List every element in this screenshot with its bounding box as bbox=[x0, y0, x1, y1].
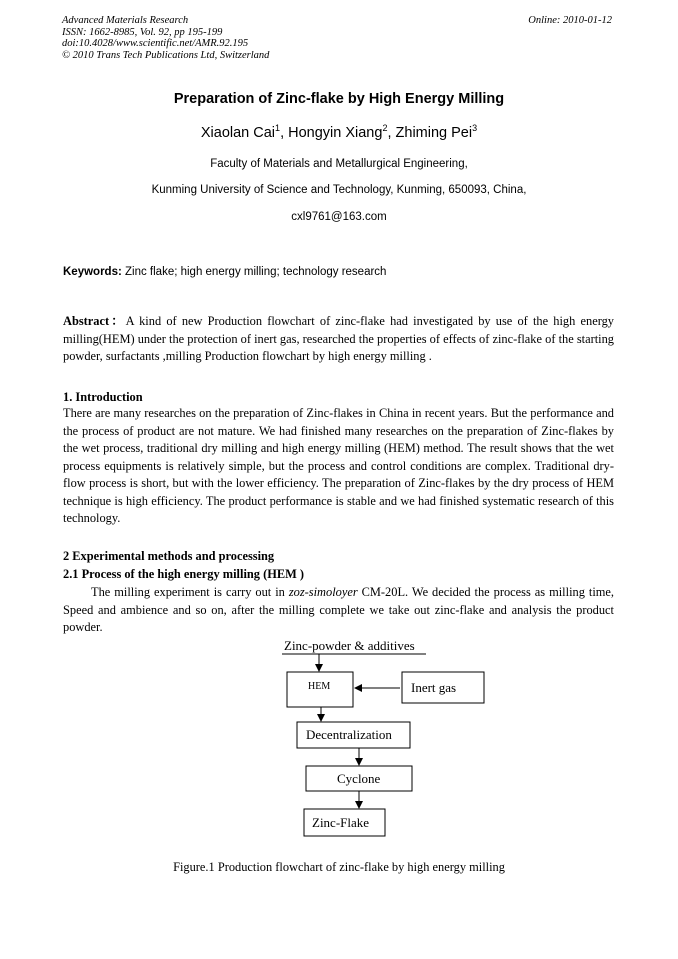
abstract-text: A kind of new Production flowchart of zinc-flake had investigated by use of the high energy milling(HEM) under the protection of inert gas, researched the properties of effects of zinc-flake of the starting powder, surfactants ,milling Production flowchart by high energy milling . bbox=[63, 314, 614, 363]
introduction-paragraph: There are many researches on the preparation of Zinc-flakes in China in recent years. But the performance and the process of product are not mature. We had finished many researches on the preparation of Zinc-flakes by the wet process, traditional dry milling and high energy milling (HEM) method. The result shows that the wet process equipments is relatively simple, but the process and control conditions are complex. Traditional dry-flow process is short, but with the lower efficiency. The preparation of Zinc-flakes by the dry process of HEM technique is high efficiency. The product performance is stable and we had finished systematic research of this technology. bbox=[63, 406, 614, 525]
affiliation-university: Kunming University of Science and Technology, Kunming, 650093, China, bbox=[151, 184, 527, 196]
figure-caption: Figure.1 Production flowchart of zinc-flake by high energy milling bbox=[173, 860, 505, 874]
author-email: cxl9761@163.com bbox=[291, 211, 387, 223]
flowchart-input-label: Zinc-powder & additives bbox=[284, 638, 415, 653]
inert-gas-label: Inert gas bbox=[411, 680, 457, 695]
online-date: Online: 2010-01-12 bbox=[528, 15, 612, 26]
subsection-heading-hem: 2.1 Process of the high energy milling (HEM ) bbox=[63, 567, 305, 581]
author-name: Xiaolan Cai bbox=[200, 125, 276, 141]
decentralization-label: Decentralization bbox=[306, 727, 392, 742]
author-affiliation-mark: 1 bbox=[275, 123, 281, 133]
hem-label: HEM bbox=[308, 681, 331, 692]
keywords-label: Keywords: bbox=[63, 266, 122, 278]
author-name: Hongyin Xiang bbox=[288, 125, 383, 141]
issn-line: ISSN: 1662-8985, Vol. 92, pp 195-199 bbox=[62, 26, 223, 38]
author-name: Zhiming Pei bbox=[395, 125, 473, 141]
section-heading-methods: 2 Experimental methods and processing bbox=[63, 549, 275, 563]
copyright-line: © 2010 Trans Tech Publications Ltd, Switzerland bbox=[62, 49, 270, 61]
zinc-flake-label: Zinc-Flake bbox=[312, 815, 370, 830]
abstract-label: Abstract： bbox=[63, 314, 126, 328]
author-affiliation-mark: 3 bbox=[472, 123, 478, 133]
methods-text: The milling experiment is carry out in bbox=[91, 585, 289, 599]
cyclone-label: Cyclone bbox=[337, 771, 381, 786]
author-list: Xiaolan Cai$^1$, Hongyin Xiang$^2$, Zhiming Pei$^3$ bbox=[200, 123, 478, 141]
affiliation-faculty: Faculty of Materials and Metallurgical Engineering, bbox=[210, 158, 468, 170]
author-affiliation-mark: 2 bbox=[382, 123, 388, 133]
keywords-text: Zinc flake; high energy milling; technology research bbox=[125, 266, 387, 278]
section-heading-introduction: 1. Introduction bbox=[63, 390, 143, 404]
journal-name: Advanced Materials Research bbox=[62, 15, 189, 26]
doi-line: doi:10.4028/www.scientific.net/AMR.92.195 bbox=[62, 38, 249, 49]
paper-title: Preparation of Zinc-flake by High Energy Milling bbox=[173, 91, 505, 107]
methods-text: CM-20L. We decided the process as milling time, Speed and ambience and so on, after the milling complete we take out zinc-flake and analysis the product powder. bbox=[63, 585, 614, 634]
equipment-name: zoz-simoloyer bbox=[288, 585, 358, 599]
